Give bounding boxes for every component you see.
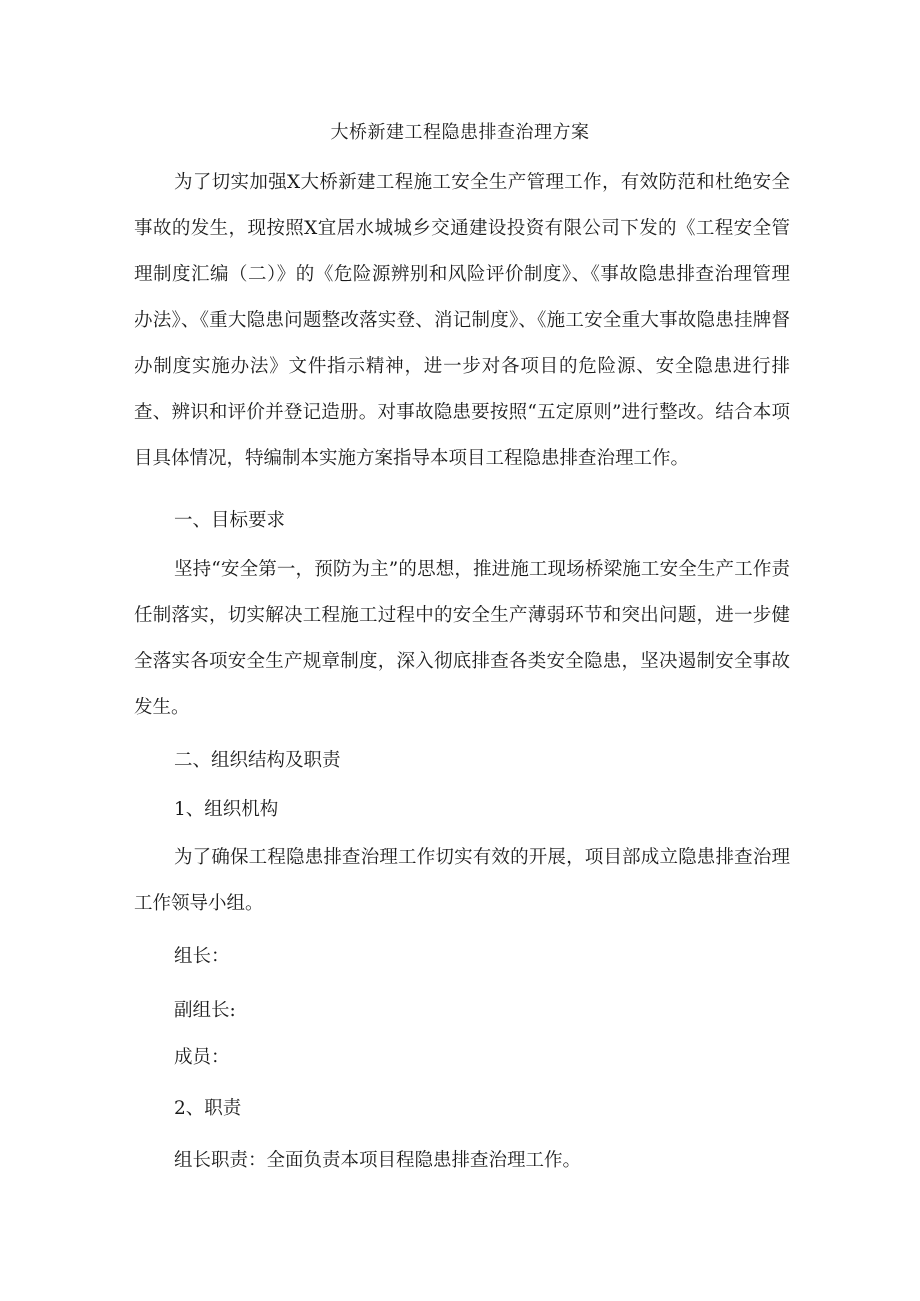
section2-heading: 二、组织结构及职责	[174, 750, 341, 771]
document-title: 大桥新建工程隐患排查治理方案	[330, 122, 590, 143]
member-label: 成员：	[174, 1047, 230, 1068]
section1-heading: 一、目标要求	[174, 510, 286, 531]
sub1-heading: 1、组织机构	[174, 799, 279, 820]
leader-duty: 组长职责：全面负责本项目程隐患排查治理工作。	[174, 1150, 582, 1171]
sub1-body: 为了确保工程隐患排查治理工作切实有效的开展，项目部成立隐患排查治理工作领导小组。	[134, 847, 790, 914]
intro-paragraph: 为了切实加强Ⅹ大桥新建工程施工安全生产管理工作，有效防范和杜绝安全事故的发生，现按照Ⅹ宜居水城城乡交通建设投资有限公司下发的《工程安全管理制度汇编（二）》的《危险源辨别和风险评价制度》、《事故隐患排查治理管理办法》、《重大隐患问题整改落实登、消记制度》、《施工安全重大事故隐患挂牌督办制度实施办法》文件指示精神，进一步对各项目的危险源、安全隐患进行排查、辨识和评价并登记造册。对事故隐患要按照“五定原则”进行整改。结合本项目具体情况，特编制本实施方案指导本项目工程隐患排查治理工作。	[134, 172, 790, 469]
leader-label: 组长：	[174, 946, 230, 967]
sub2-heading: 2、职责	[174, 1098, 242, 1119]
deputy-label: 副组长:	[174, 1000, 236, 1021]
section1-body: 坚持“安全第一，预防为主”的思想，推进施工现场桥梁施工安全生产工作责任制落实，切实解决工程施工过程中的安全生产薄弱环节和突出问题，进一步健全落实各项安全生产规章制度，深入彻底排查各类安全隐患，坚决遏制安全事故发生。	[134, 559, 790, 718]
